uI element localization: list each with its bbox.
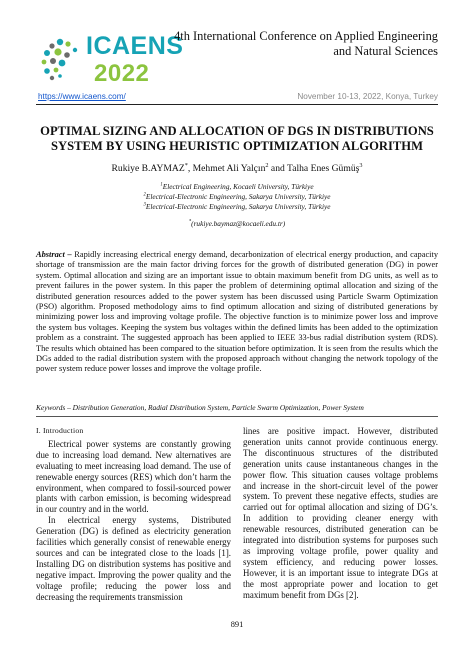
body-paragraph: lines are positive impact. However, distributed generation units cannot provide continuous energy. The discontinuous structures of the distributed generation units cause instantaneous changes in the power flow. This situation causes voltage problems and increase in the short-circuit level of the power system. To prevent these negative effects, studies are carried out for optimal allocation and sizing of DG’s. In addition to providing cleaner energy with renewable resources, distributed generation can be integrated into distribution systems for purposes such as improving voltage profile, power quality and system efficiency, and reducing power losses. However, it is an important issue to integrate DGs at the most appropriate power and location to get maximum benefit from DGs [2]. — [243, 426, 438, 600]
logo-dot — [73, 48, 77, 52]
logo-dot — [57, 39, 63, 45]
author-name: Talha Enes Gümüş — [287, 163, 360, 174]
logo-dot — [50, 76, 54, 80]
affiliation-line — [40, 192, 434, 202]
abstract — [36, 250, 438, 375]
logo-dot — [49, 43, 54, 48]
conference-title: 4th International Conference on Applied Engineering and Natural Sciences — [174, 29, 438, 58]
keywords-divider — [36, 416, 438, 417]
keywords: Keywords – Distribution Generation, Radial Distribution System, Particle Swarm Optimization, Power System — [36, 403, 364, 412]
logo-year: 2022 — [94, 60, 150, 87]
affiliation-line — [40, 182, 434, 192]
affiliation-mark: 3 — [143, 202, 146, 208]
logo-dot — [50, 58, 56, 64]
logo-dot — [44, 50, 50, 56]
logo-dot — [54, 48, 61, 55]
body-paragraph: Electrical power systems are constantly growing due to increasing load demand. New alternatives are evaluating to meet increasing load demand. The use of renewable energy sources (RES) which don’t harm the environment, when compared to fossil-sourced power plants with carbon emission, is becoming widespread in our country and in the world. — [36, 438, 231, 515]
conference-dates: November 10-13, 2022, Konya, Turkey — [297, 92, 438, 101]
author-mark: 3 — [359, 161, 363, 169]
author-name: Rukiye B.AYMAZ — [111, 163, 185, 174]
logo-word: ICAENS — [86, 32, 184, 60]
logo-dot — [64, 52, 70, 58]
email-mark: * — [188, 219, 192, 225]
body-column-right — [243, 426, 438, 601]
logo-dot — [59, 60, 66, 67]
affiliation-mark: 2 — [143, 192, 146, 198]
affiliation-text: Electrical-Electronic Engineering, Sakarya University, Türkiye — [145, 201, 331, 211]
logo-dot — [54, 68, 59, 73]
logo-dot — [58, 74, 62, 78]
author-mark: 2 — [265, 161, 269, 169]
header-divider — [36, 104, 438, 105]
author-mark: * — [184, 161, 188, 169]
logo-dot — [44, 68, 50, 74]
affiliation-mark: 1 — [160, 182, 163, 188]
author-list: Rukiye B.AYMAZ*, Mehmet Ali Yalçın$^2$ and Talha Enes Gümüş$^3$ — [111, 161, 363, 174]
icaens-logo — [38, 30, 184, 90]
paper-title: OPTIMAL SIZING AND ALLOCATION OF DGS IN DISTRIBUTIONS SYSTEM BY USING HEURISTIC OPTIMIZATION ALGORITHM — [40, 124, 434, 153]
logo-dot — [42, 60, 47, 65]
page-number: 891 — [230, 620, 244, 629]
abstract-label: Abstract – — [36, 250, 72, 259]
section-heading: I. Introduction — [36, 426, 84, 435]
abstract-text: Rapidly increasing electrical energy demand, decarbonization of electrical energy production, and capacity shortage of transmission are the main factor driving forces for the growth of distributed generation (DG) in power system. Optimal allocation and sizing are an important issue to obtain maximum benefit from DG units, as well as to prevent failures in the power system. In this paper the problem of determining optimal allocation and sizing of the distributed generation resources added to the power system has been discussed using Particle Swarm Optimization (PSO) algorithm. Proposed methodology aims to find optimum allocation and sizing of distributed generations by minimizing power loss and improving voltage profile. The objective function is to minimize power loss and improve the system bus voltages. Keeping the system bus voltages within the defined limits has been added to the optimization problem as a constraint. The suggested approach has been applied to IEEE 33-bus radial distribution system (RDS). The results which obtained has been compared to the situation before optimization. It is seen from the results which the DGs added to the radial distribution system with the proposed approach without changing the network topology of the power system reduce power losses and improve the voltage profile. — [36, 250, 439, 374]
author-name: Mehmet Ali Yalçın — [192, 163, 266, 174]
affiliation-text: Electrical-Electronic Engineering, Sakarya University, Türkiye — [145, 191, 331, 201]
affiliation-line — [40, 202, 434, 212]
logo-dot — [65, 41, 70, 46]
logo-dots-icon — [38, 36, 88, 86]
body-column-left — [36, 426, 231, 603]
email-text: (rukiye.baymaz@kocaeli.edu.tr) — [191, 219, 286, 228]
corresponding-email — [40, 219, 434, 228]
affiliation-text: Electrical Engineering, Kocaeli University, Türkiye — [162, 182, 314, 191]
website-link[interactable]: https://www.icaens.com/ — [38, 92, 126, 101]
affiliations — [40, 182, 434, 211]
body-paragraph: In electrical energy systems, Distributed Generation (DG) is defined as electricity generation facilities which generally consist of renewable energy sources and can be integrated close to the loads [1]. Installing DG on distribution systems has positive and negative impact. Improving the power quality and the voltage profile; reducing the power loss and decreasing the requirements transmission — [36, 515, 231, 602]
